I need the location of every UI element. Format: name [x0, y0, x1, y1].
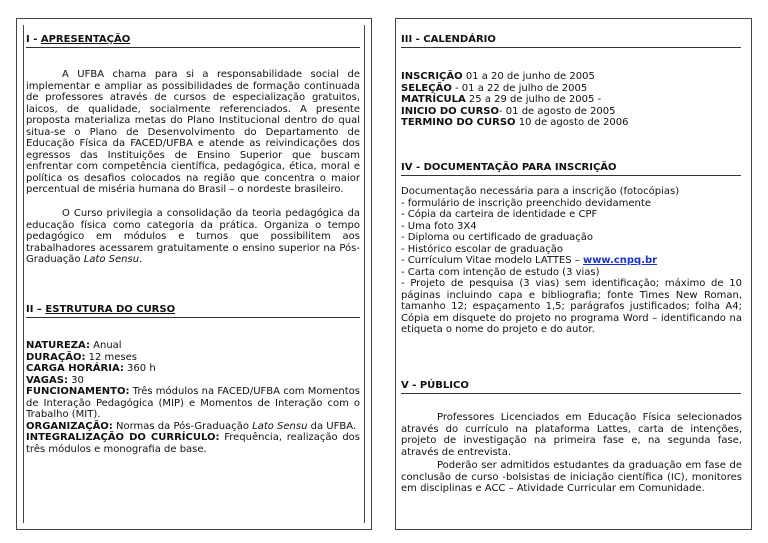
doc-item: - Histórico escolar de graduação — [401, 243, 564, 255]
doc-item: - formulário de inscrição preenchido devidamente — [401, 197, 651, 209]
doc-intro: Documentação necessária para a inscrição (fotocópias) — [401, 186, 680, 197]
section-rule — [401, 393, 741, 394]
doc-item-projeto: - Projeto de pesquisa (3 vias) sem identificação; máximo de 10 páginas incluindo capa e bibliografia; fonte Times New Roman, tamanho 12; espaçamento 1,5; parágrafos justificados; folha A4; Cópia em disquete do projeto no programa Word – identificando na etiqueta o nome do projeto e do autor. — [401, 278, 742, 335]
calendario-inicio: INICIO DO CURSO- 01 de agosto de 2005 — [401, 105, 616, 117]
section-title-documentacao: IV - DOCUMENTAÇÃO PARA INSCRIÇÃO — [401, 162, 617, 173]
section-title-publico: V - PÚBLICO — [401, 380, 469, 391]
section-rule — [26, 317, 360, 318]
publico-paragraph-2: Poderão ser admitidos estudantes da graduação em fase de conclusão de curso -bolsistas de iniciação científica (IC), monitores em disciplinas e ACC – Atividade Curricular em Comunidade. — [401, 460, 742, 494]
cnpq-link[interactable]: www.cnpq.br — [582, 255, 658, 266]
field-duracao: DURAÇÃO: 12 meses — [26, 351, 138, 363]
doc-item: - Uma foto 3X4 — [401, 220, 477, 232]
section-rule — [401, 47, 741, 48]
section-title-estrutura: II – ESTRUTURA DO CURSO — [26, 304, 176, 315]
doc-item: - Carta com intenção de estudo (3 vias) — [401, 266, 600, 278]
field-natureza: NATUREZA: Anual — [26, 340, 122, 351]
calendario-matricula: MATRÍCULA 25 a 29 de julho de 2005 - — [401, 94, 602, 105]
documentacao-list — [401, 186, 742, 336]
section-rule — [401, 175, 741, 176]
doc-item: - Diploma ou certificado de graduação — [401, 232, 594, 243]
section-title-apresentacao: I - APRESENTAÇÃO — [26, 34, 131, 45]
field-integralizacao: INTEGRALIZAÇÃO DO CURRÍCULO: Frequência, realização dos três módulos e monografia de base. — [26, 432, 360, 455]
calendario-inscricao: INSCRIÇÃO 01 a 20 de junho de 2005 — [401, 71, 595, 82]
field-vagas: VAGAS: 30 — [26, 374, 84, 386]
section-title-calendario: III - CALENDÁRIO — [401, 34, 496, 45]
publico-paragraph-1: Professores Licenciados em Educação Física selecionados através do currículo na plataforma Lattes, carta de intenções, projeto de investigação na primeira fase e, na segunda fase, através de entrevista. — [401, 412, 742, 458]
calendario-list — [401, 71, 746, 129]
field-carga-horaria: CARGA HORÁRIA: 360 h — [26, 363, 156, 374]
field-organizacao: ORGANIZAÇÃO: Normas da Pós-Graduação Lato Sensu da UFBA. — [26, 420, 357, 432]
calendario-termino: TERMINO DO CURSO 10 de agosto de 2006 — [401, 117, 629, 128]
calendario-selecao: SELEÇÃO - 01 a 22 de julho de 2005 — [401, 82, 588, 94]
doc-item: - Cópia da carteira de identidade e CPF — [401, 209, 598, 220]
apresentacao-paragraph-2: O Curso privilegia a consolidação da teoria pedagógica da educação física como categoria da prática. Organiza o tempo pedagógico em módulos e turnos que possibilitem aos trabalhadores acessarem gratuitamente o ensino superior na Pós-Graduação Lato Sensu. — [26, 208, 360, 265]
estrutura-fields — [26, 340, 360, 455]
field-funcionamento: FUNCIONAMENTO: Três módulos na FACED/UFBA com Momentos de Interação Pedagógica (MIP) e Momentos de Interação com o Trabalho (MIT). — [26, 386, 360, 420]
section-rule — [26, 47, 360, 48]
doc-item-curriculum: - Currículum Vitae modelo LATTES – www.cnpq.br — [401, 255, 658, 266]
apresentacao-paragraph-1: A UFBA chama para si a responsabilidade social de implementar e ampliar as possibilidades de formação continuada de professores através de cursos de especialização gratuitos, laicos, de qualidade, socialmente referenciados. A presente proposta materializa metas do Plano Institucional dentro do qual situa-se o Plano de Desenvolvimento do Departamento de Educação Física da FACED/UFBA e atende as reivindicações dos egressos das Instituições de Ensino Superior que buscam enfrentar com competência científica, pedagógica, ética, moral e política os desafios colocados na região que concentra o maior percentual de miséria humana do Brasil – o nordeste brasileiro. — [26, 69, 360, 195]
